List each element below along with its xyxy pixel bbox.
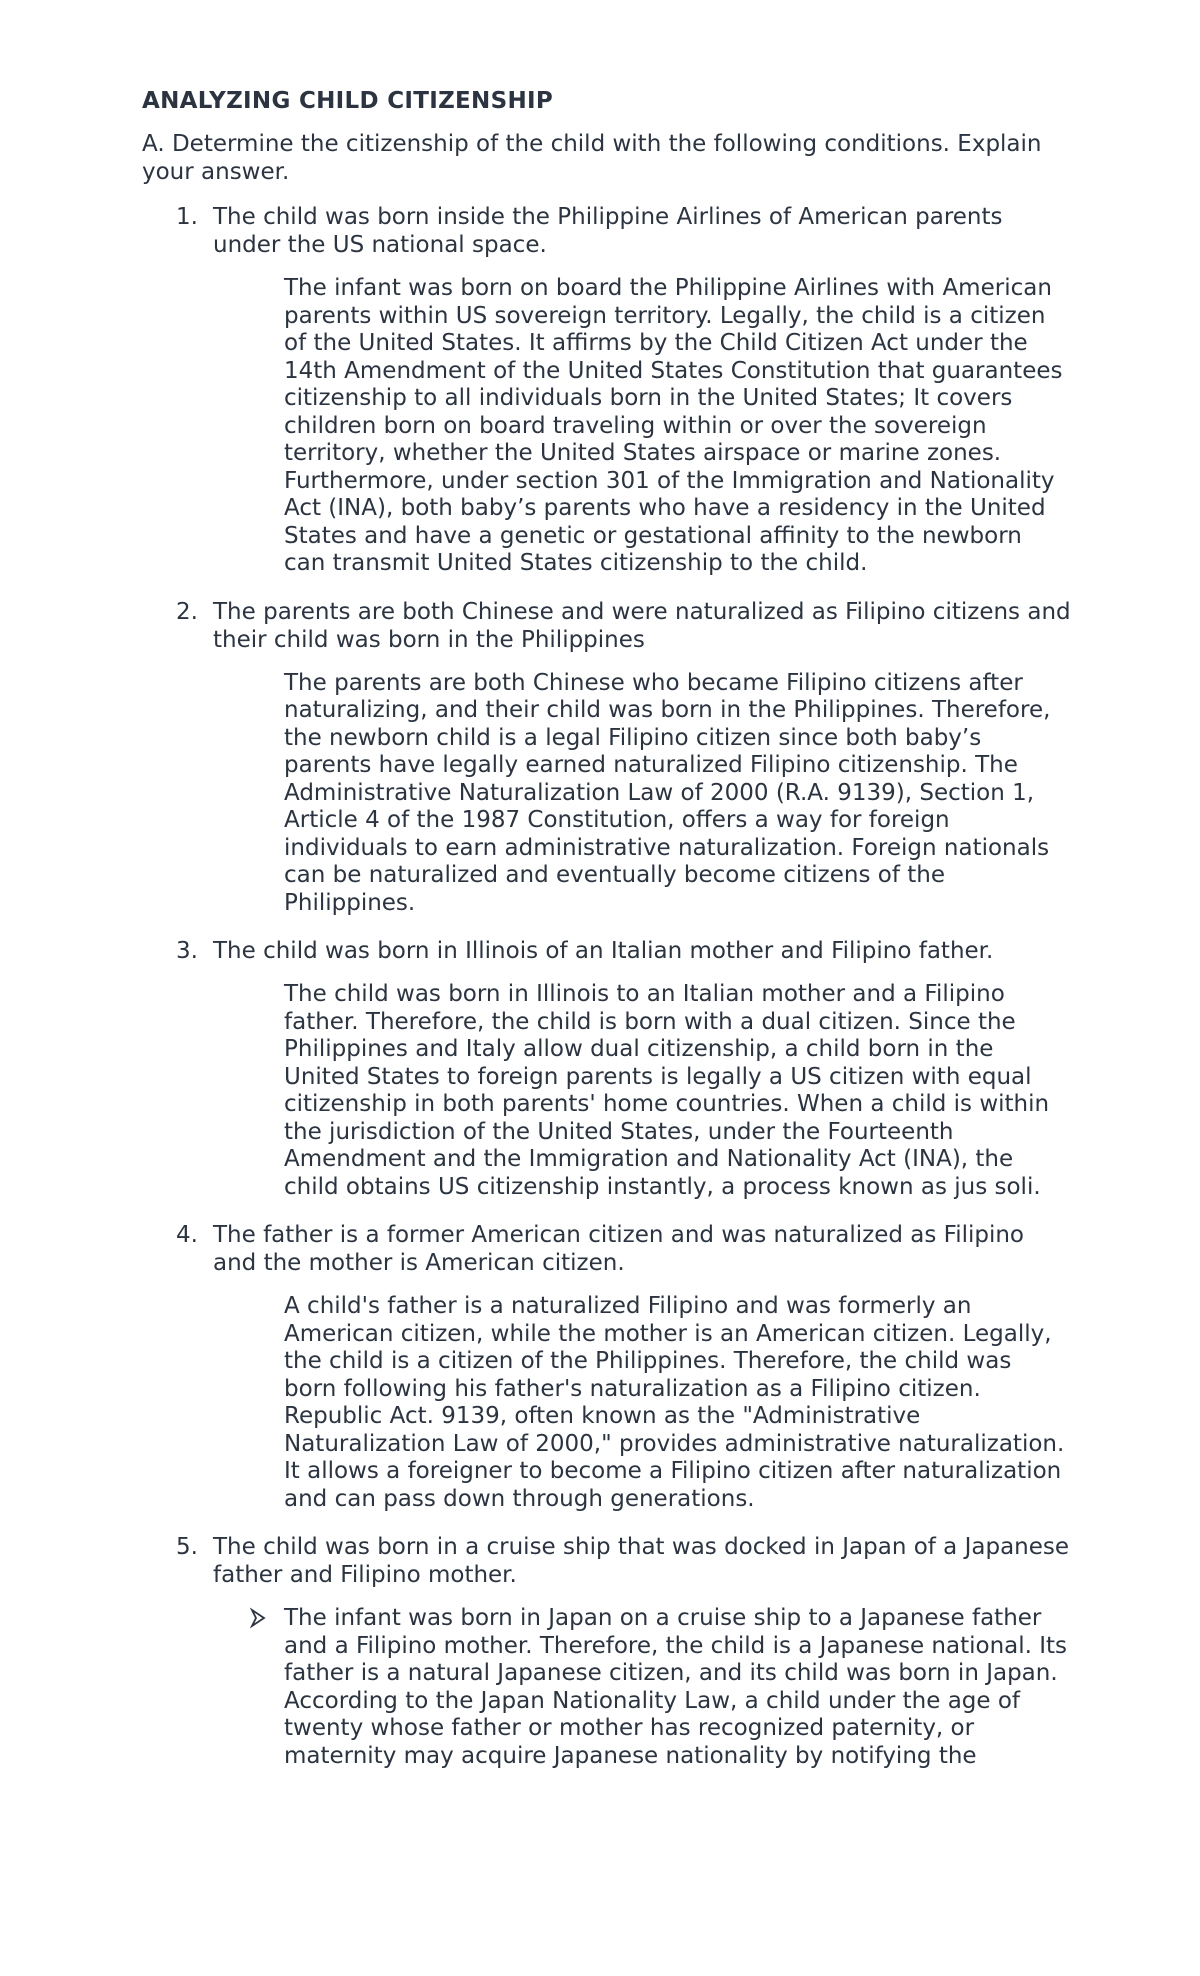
question-text: The child was born in Illinois of an Italian mother and Filipino father. (213, 938, 994, 964)
answer-paragraph: The infant was born on board the Philippine Airlines with American parents within US sovereign territory. Legally, the child is a citizen of the United States. It affirms by the Child Citizen Act under the 14th Amendment of the United States Constitution that guarantees citizenship to all individuals born in the United States; It covers children born on board traveling within or over the sovereign territory, whether the United States airspace or marine zones. Furthermore, under section 301 of the Immigration and Nationality Act (INA), both baby’s parents who have a residency in the United States and have a genetic or gestational affinity to the newborn can transmit United States citizenship to the child. (284, 275, 1063, 576)
question-item-3 (142, 937, 1072, 1201)
question-number: 4. (176, 1222, 198, 1248)
question-text: The father is a former American citizen and was naturalized as Filipino and the mother is American citizen. (213, 1222, 1025, 1276)
answer-paragraph: The infant was born in Japan on a cruise ship to a Japanese father and a Filipino mother. Therefore, the child is a Japanese national. Its father is a natural Japanese citizen, and its child was born in Japan. According to the Japan Nationality Law, a child under the age of twenty whose father or mother has recognized paternity, or maternity may acquire Japanese nationality by notifying the (284, 1605, 1068, 1769)
question-number: 3. (176, 938, 198, 964)
instruction-text: A. Determine the citizenship of the child with the following conditions. Explain your answer. (142, 131, 1042, 185)
answer-paragraph: A child's father is a naturalized Filipino and was formerly an American citizen, while the mother is an American citizen. Legally, the child is a citizen of the Philippines. Therefore, the child was born following his father's naturalization as a Filipino citizen. Republic Act. 9139, often known as the "Administrative Naturalization Law of 2000," provides administrative naturalization. It allows a foreigner to become a Filipino citizen after naturalization and can pass down through generations. (284, 1293, 1065, 1512)
question-text: The child was born in a cruise ship that was docked in Japan of a Japanese father and Filipino mother. (213, 1534, 1070, 1588)
question-item-2 (142, 598, 1072, 918)
answer-bullet (284, 1605, 1069, 1770)
answer-paragraph: The parents are both Chinese who became Filipino citizens after naturalizing, and their child was born in the Philippines. Therefore, the newborn child is a legal Filipino citizen since both baby’s parents have legally earned naturalized Filipino citizenship. The Administrative Naturalization Law of 2000 (R.A. 9139), Section 1, Article 4 of the 1987 Constitution, offers a way for foreign individuals to earn administrative naturalization. Foreign nationals can be naturalized and eventually become citizens of the Philippines. (284, 669, 1051, 916)
question-list (142, 203, 1072, 1770)
answer-paragraph: The child was born in Illinois to an Italian mother and a Filipino father. Therefore, the child is born with a dual citizen. Since the Philippines and Italy allow dual citizenship, a child born in the United States to foreign parents is legally a US citizen with equal citizenship in both parents' home countries. When a child is within the jurisdiction of the United States, under the Fourteenth Amendment and the Immigration and Nationality Act (INA), the child obtains US citizenship instantly, a process known as jus soli. (284, 981, 1050, 1200)
question-number: 1. (176, 204, 198, 230)
question-number: 2. (176, 598, 198, 625)
question-item-5 (142, 1533, 1072, 1770)
question-text: The parents are both Chinese and were naturalized as Filipino citizens and their child was born in the Philippines (213, 598, 1071, 653)
document-body (142, 86, 1072, 1790)
arrowhead-bullet-icon (250, 1607, 266, 1629)
question-text: The child was born inside the Philippine Airlines of American parents under the US national space. (213, 204, 1003, 258)
question-item-1 (142, 203, 1072, 578)
question-item-4 (142, 1221, 1072, 1513)
question-number: 5. (176, 1534, 198, 1560)
page-title: ANALYZING CHILD CITIZENSHIP (142, 88, 554, 114)
